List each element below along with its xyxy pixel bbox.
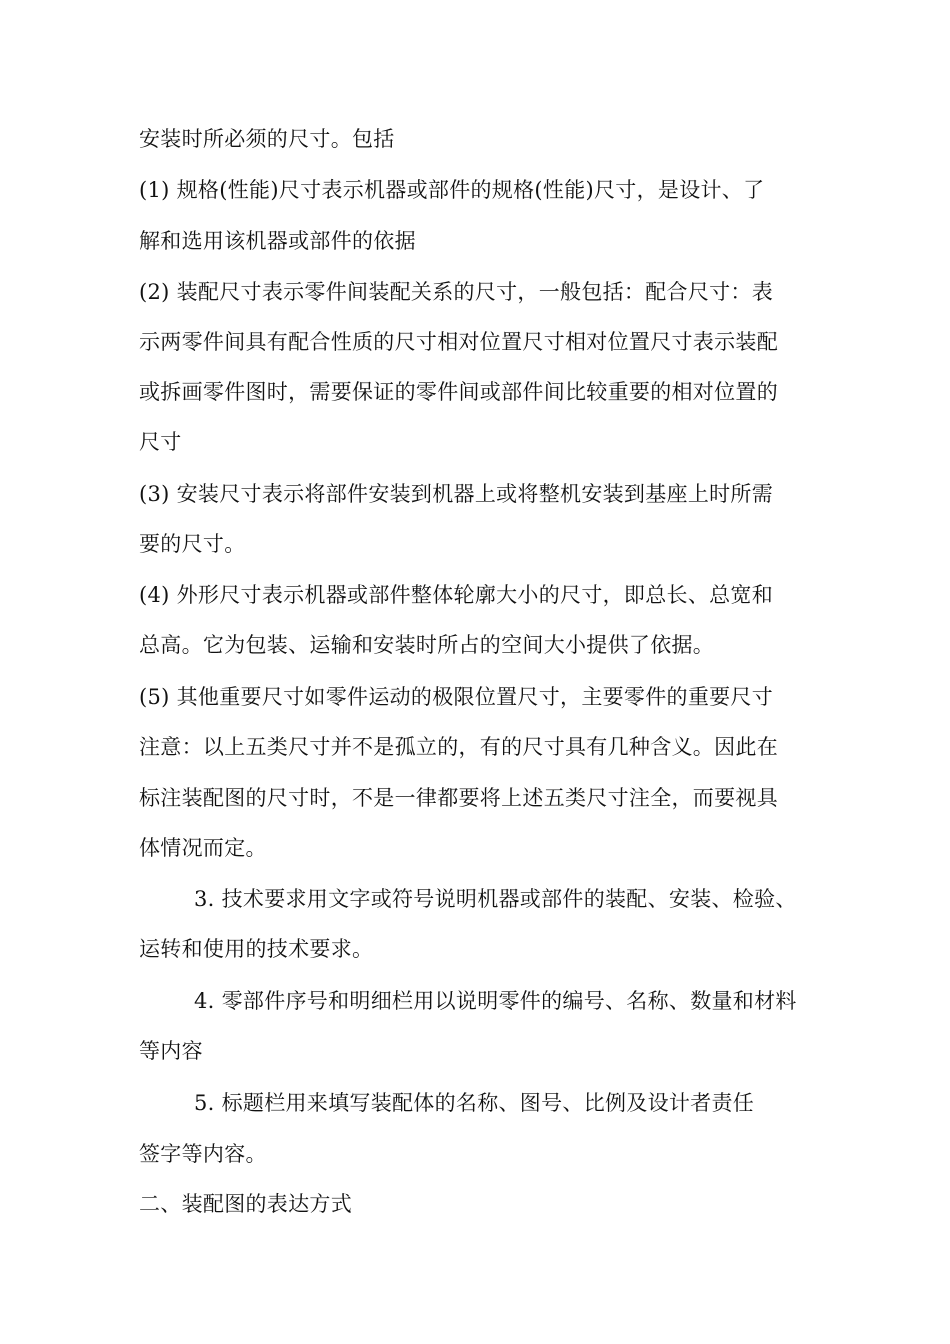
- text-line: 等内容: [139, 1039, 203, 1063]
- text-line: (5) 其他重要尺寸如零件运动的极限位置尺寸，主要零件的重要尺寸: [139, 685, 774, 709]
- text-line: 3. 技术要求用文字或符号说明机器或部件的装配、安装、检验、: [194, 887, 797, 911]
- text-line: 注意：以上五类尺寸并不是孤立的，有的尺寸具有几种含义。因此在: [139, 735, 778, 759]
- text-line: 运转和使用的技术要求。: [139, 937, 374, 961]
- text-line: 解和选用该机器或部件的依据: [139, 229, 416, 253]
- text-line: 签字等内容。: [139, 1142, 267, 1166]
- text-line: (2) 装配尺寸表示零件间装配关系的尺寸，一般包括：配合尺寸：表: [139, 280, 774, 304]
- text-line: 总高。它为包装、运输和安装时所占的空间大小提供了依据。: [139, 633, 715, 657]
- text-line: 示两零件间具有配合性质的尺寸相对位置尺寸相对位置尺寸表示装配: [139, 330, 778, 354]
- text-line: (4) 外形尺寸表示机器或部件整体轮廓大小的尺寸，即总长、总宽和: [139, 583, 774, 607]
- text-line: 标注装配图的尺寸时，不是一律都要将上述五类尺寸注全，而要视具: [139, 786, 778, 810]
- section-heading: 二、装配图的表达方式: [139, 1192, 352, 1216]
- text-line: 安装时所必须的尺寸。包括: [139, 127, 395, 151]
- text-line: 4. 零部件序号和明细栏用以说明零件的编号、名称、数量和材料: [194, 989, 797, 1013]
- text-line: 尺寸: [139, 430, 182, 454]
- text-line: 要的尺寸。: [139, 532, 246, 556]
- text-line: (3) 安装尺寸表示将部件安装到机器上或将整机安装到基座上时所需: [139, 482, 774, 506]
- text-line: (1) 规格(性能)尺寸表示机器或部件的规格(性能)尺寸，是设计、了: [139, 178, 765, 202]
- text-line: 5. 标题栏用来填写装配体的名称、图号、比例及设计者责任: [194, 1091, 755, 1115]
- text-line: 体情况而定。: [139, 836, 267, 860]
- text-line: 或拆画零件图时，需要保证的零件间或部件间比较重要的相对位置的: [139, 380, 778, 404]
